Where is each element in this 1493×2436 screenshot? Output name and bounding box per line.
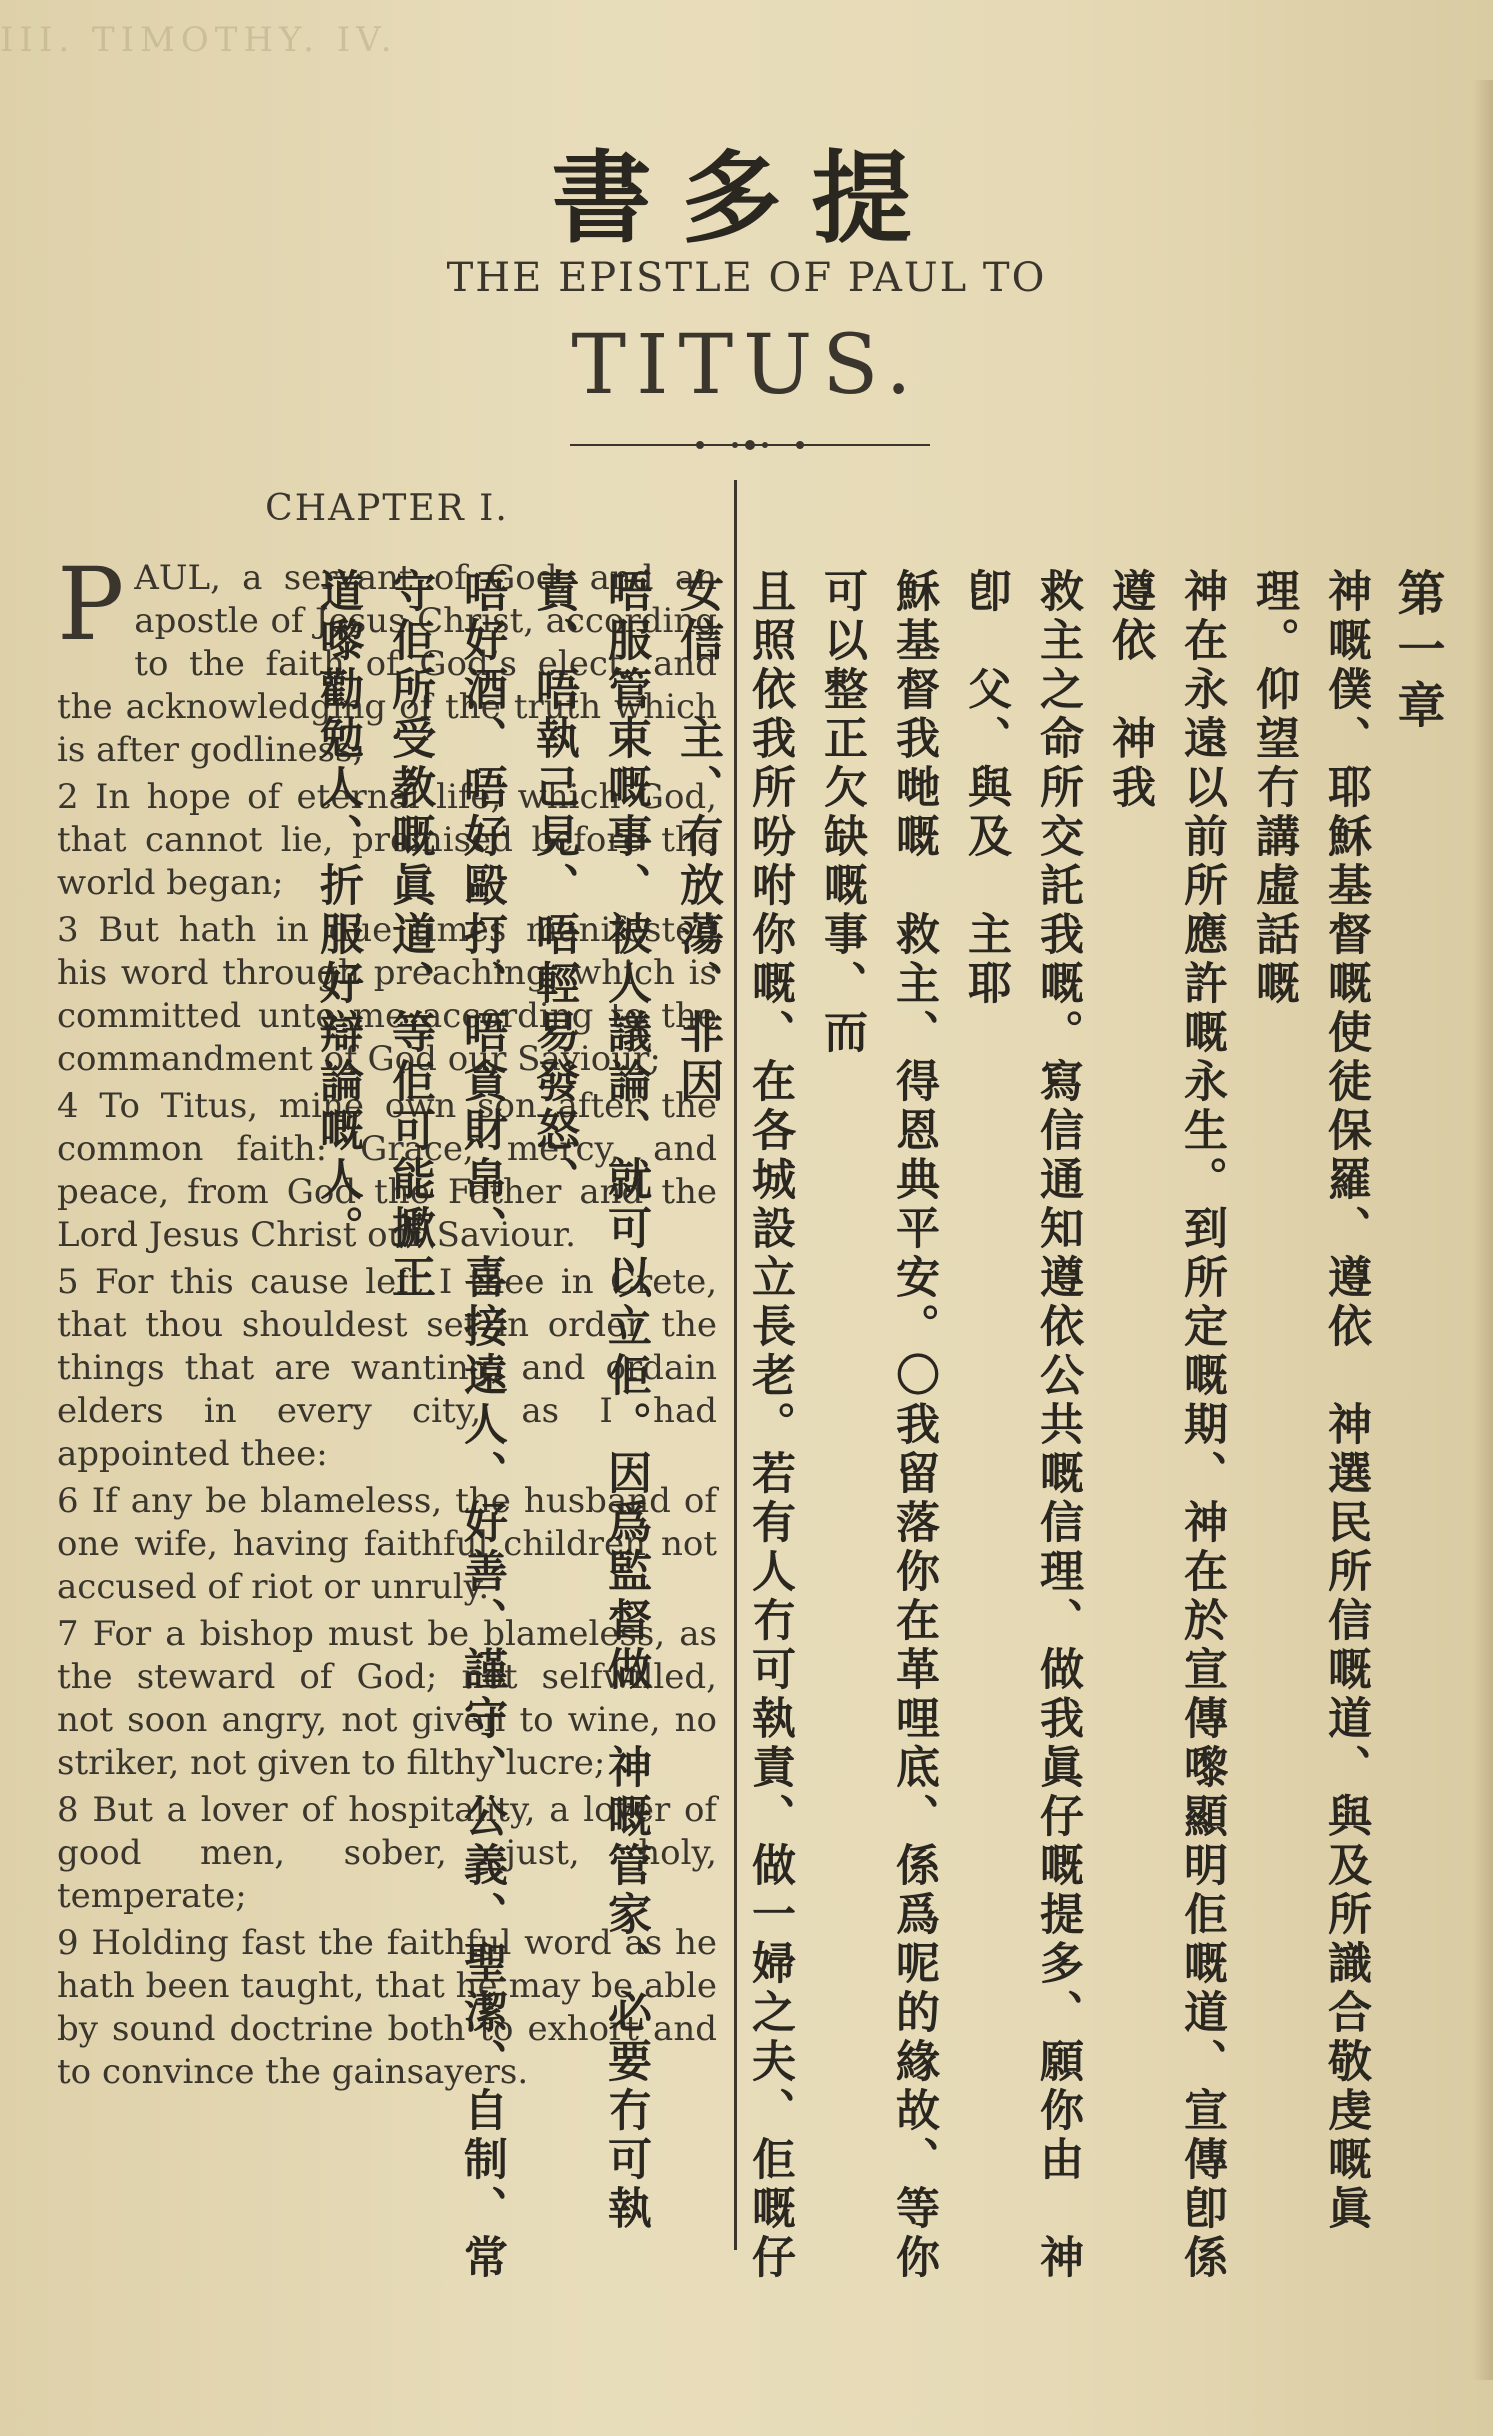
chinese-column — [301, 568, 1453, 2288]
book-title: TITUS. — [571, 318, 922, 413]
chinese-line: 唔好酒、唔好毆打、唔貪財帛、喜接遠人、好善、謹守、公義、聖潔、自制、常守佢所受教嘅眞道、等佢可能擨正 — [384, 568, 507, 2283]
verse-4: 4 To Titus, mine own son after the common faith: Grace, mercy, and peace, from God the Father and the Lord Jesus Christ our Saviour. — [57, 1086, 717, 1255]
ornament-divider — [570, 438, 930, 452]
chinese-line: 穌基督我哋嘅 救主、得恩典平安。〇我留落你在革哩底、係爲呢的緣故、等你可以整正欠缺嘅事、而 — [816, 568, 939, 2283]
chinese-line: 神嘅僕、耶穌基督嘅使徒保羅、遵依 神選民所信嘅道、與及所識合敬虔嘅眞理。仰望冇講虛話嘅 — [1248, 568, 1371, 2234]
page-edge-shadow — [1473, 80, 1493, 2380]
verse-8: 8 But a lover of hospitality, a lover of good men, sober, just, holy, temperate; — [57, 1790, 717, 1916]
chinese-title: 書多提 — [551, 140, 942, 257]
verse-3: 3 But hath in due times manifested his word through preaching, which is committed unto me according to the commandment of God our Saviour; — [57, 910, 717, 1079]
chinese-line: 唔服管束嘅事、被人議論、就可以立佢。因爲監督做 神嘅管家、必要冇可執責、唔執己見、唔輕易發怒、 — [528, 568, 651, 2234]
chinese-line: 道嚟勸勉人、折服好辯論嘅人。 — [312, 568, 363, 1254]
chinese-chapter-heading: 第一章 — [1389, 568, 1445, 736]
chapter-heading: CHAPTER I. — [265, 488, 509, 529]
drop-cap: P — [57, 546, 125, 663]
verse-7: 7 For a bishop must be blameless, as the steward of God; not selfwilled, not soon angry, not given to wine, no striker, not given to filthy lucre; — [57, 1614, 717, 1783]
verse-9: 9 Holding fast the faithful word as he hath been taught, that he may be able by sound doctrine both to exhort and to convince the gainsayers. — [57, 1923, 717, 2092]
verse-5: 5 For this cause left I thee in Crete, that thou shouldest set in order the things that are wanting, and ordain elders in every city, as I had appointed thee: — [57, 1262, 717, 1474]
epistle-heading: THE EPISTLE OF PAUL TO — [446, 255, 1047, 301]
running-header: III. TIMOTHY. IV. — [0, 20, 398, 60]
chinese-line: 神在永遠以前所應許嘅永生。到所定嘅期、神在於宣傳嚟顯明佢嘅道、宣傳卽係遵依 神我 — [1104, 568, 1227, 2283]
chinese-line: 且照依我所吩咐你嘅、在各城設立長老。若有人冇可執責、做一婦之夫、佢嘅仔女信 主、冇放蕩、非因 — [672, 568, 795, 2283]
verse-1-text: AUL, a servant of God, and an apostle of Jesus Christ, according to the faith of God’s elect, and the acknowledging of the truth which is after godliness; — [57, 558, 717, 770]
chinese-line: 救主之命所交託我嘅。寫信通知遵依公共嘅信理、做我眞仔嘅提多、願你由 神卽 父、與及 主耶 — [960, 568, 1083, 2283]
verse-6: 6 If any be blameless, the husband of one wife, having faithful children not accused of riot or unruly. — [57, 1481, 717, 1607]
verse-2: 2 In hope of eternal life, which God, that cannot lie, promised before the world began; — [57, 777, 717, 903]
